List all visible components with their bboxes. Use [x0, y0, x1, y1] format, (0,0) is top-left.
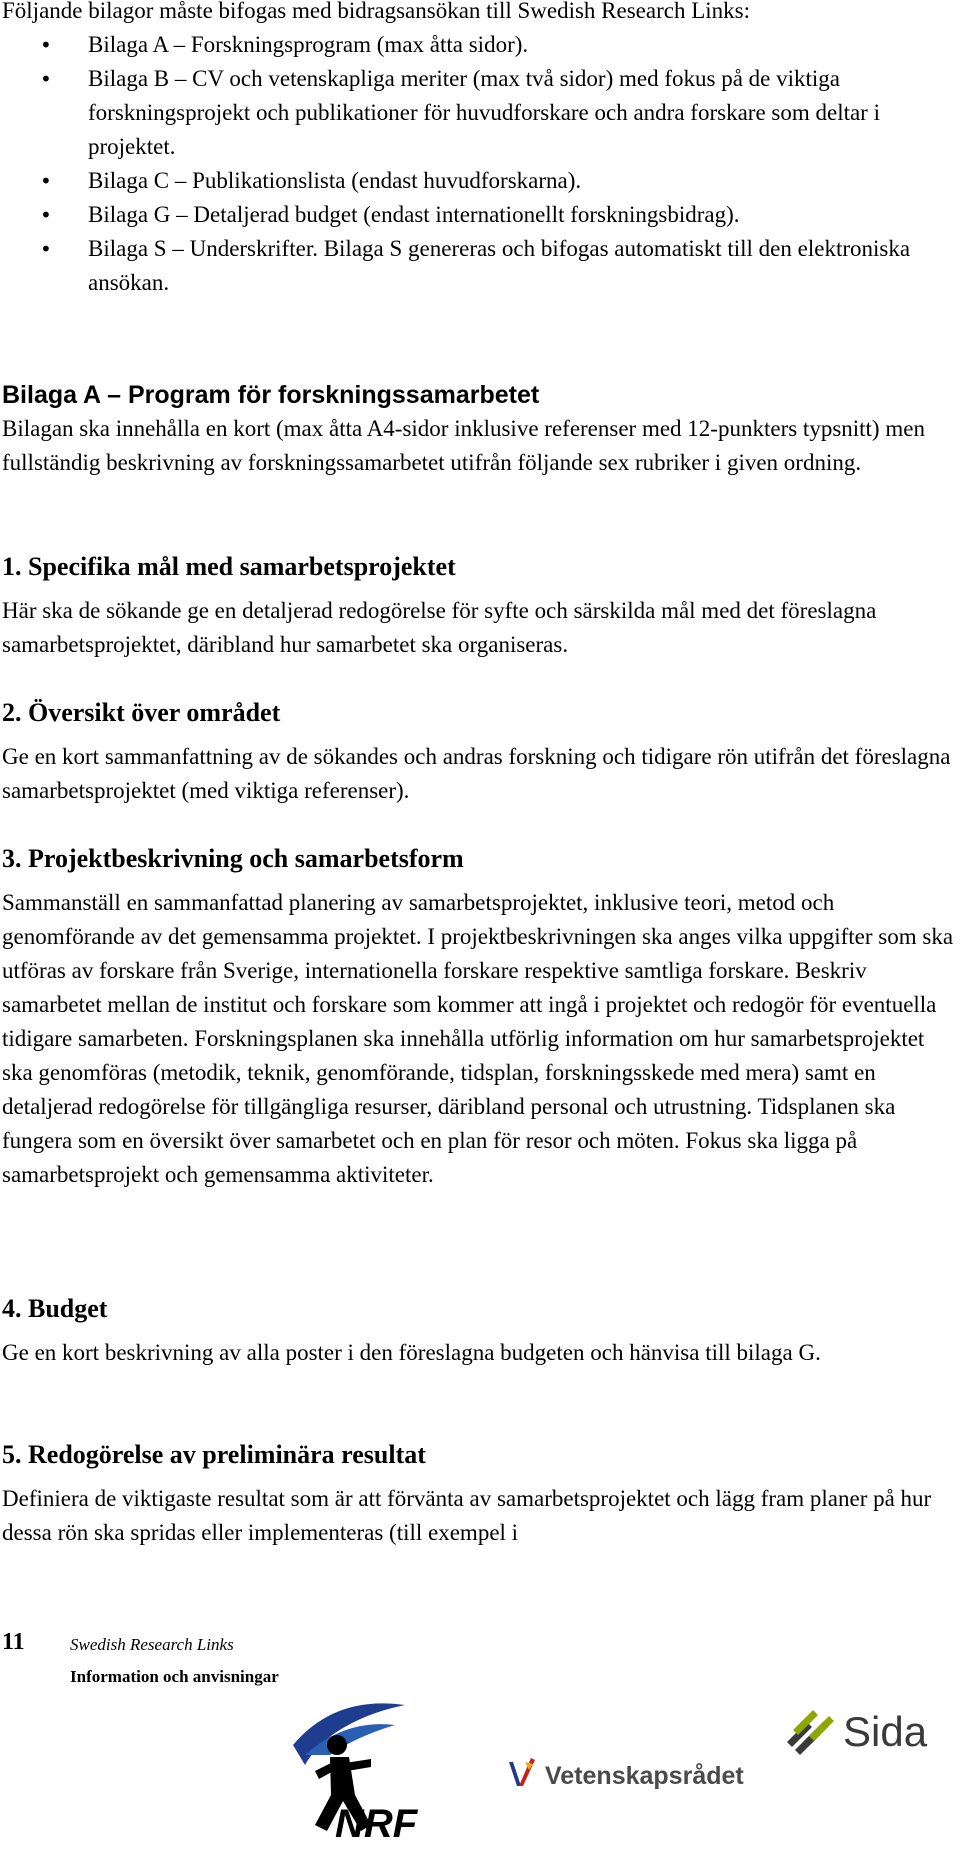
heading-4: 4. Budget: [2, 1294, 108, 1323]
paragraph-3: Sammanställ en sammanfattad planering av samarbetsprojektet, inklusive teori, metod och genomförande av det gemensamma projektet. I projektbeskrivningen ska anges vilka uppgifter som ska utföras av forskare från Sverige, internationella forskare respektive samtliga forskare. Beskriv samarbetet mellan de institut och forskare som kommer att ingå i projektet och redogör för eventuella tidigare samarbeten. Forskningsplanen ska innehålla utförlig information om hur samarbetsprojektet ska genomföras (metodik, teknik, genomförande, tidsplan, forskningsskede med mera) samt en detaljerad redogörelse för tillgängliga resurser, däribland personal och utrustning. Tidsplanen ska fungera som en översikt över samarbetet och en plan för resor och möten. Fokus ska ligga på samarbetsprojekt och gemensamma aktiviteter.: [2, 890, 954, 1187]
attachment-list: [40, 28, 955, 300]
list-item: • Bilaga B – CV och vetenskapliga meriter (max två sidor) med fokus på de viktiga forskningsprojekt och publikationer för huvudforskare och andra forskare som deltar i projektet.: [40, 62, 955, 164]
svg-text:NRF: NRF: [335, 1802, 418, 1843]
section-a-body: Bilagan ska innehålla en kort (max åtta A4-sidor inklusive referenser med 12-punkters typsnitt) men fullständig beskrivning av forskningssamarbetet utifrån följande sex rubriker i given ordning.: [2, 416, 925, 475]
bullet-icon: [40, 28, 88, 62]
sida-logo: [785, 1700, 957, 1762]
svg-text:Sida: Sida: [843, 1708, 928, 1755]
bullet-icon: [40, 164, 88, 198]
footer-subtitle: Information och anvisningar: [70, 1667, 279, 1686]
sida-emblem-icon: [785, 1700, 957, 1762]
bullet-icon: [40, 62, 88, 96]
list-item: • Bilaga G – Detaljerad budget (endast internationellt forskningsbidrag).: [40, 198, 955, 232]
section-a-title: Bilaga A – Program för forskningssamarbetet: [2, 381, 540, 409]
list-item: • Bilaga C – Publikationslista (endast huvudforskarna).: [40, 164, 955, 198]
paragraph-1: Här ska de sökande ge en detaljerad redogörelse för syfte och särskilda mål med det föreslagna samarbetsprojektet, däribland hur samarbetet ska organiseras.: [2, 598, 877, 657]
heading-1: 1. Specifika mål med samarbetsprojektet: [2, 552, 456, 581]
nrf-emblem-icon: [275, 1685, 425, 1843]
list-item: • Bilaga A – Forskningsprogram (max åtta sidor).: [40, 28, 955, 62]
bullet-icon: [40, 232, 88, 266]
heading-3: 3. Projektbeskrivning och samarbetsform: [2, 844, 464, 873]
vetenskapsradet-emblem-icon: [505, 1752, 755, 1796]
svg-text:Vetenskapsrådet: Vetenskapsrådet: [545, 1762, 744, 1790]
paragraph-4: Ge en kort beskrivning av alla poster i den föreslagna budgeten och hänvisa till bilaga G.: [2, 1340, 821, 1365]
paragraph-5: Definiera de viktigaste resultat som är att förvänta av samarbetsprojektet och lägg fram planer på hur dessa rön ska spridas eller implementeras (till exempel i: [2, 1486, 932, 1545]
paragraph-2: Ge en kort sammanfattning av de sökandes och andras forskning och tidigare rön utifrån det föreslagna samarbetsprojektet (med viktiga referenser).: [2, 744, 951, 803]
bullet-icon: [40, 198, 88, 232]
intro-text: Följande bilagor måste bifogas med bidragsansökan till Swedish Research Links:: [2, 0, 750, 23]
nrf-logo: [275, 1685, 425, 1843]
vetenskapsradet-logo: [505, 1752, 755, 1796]
list-item: • Bilaga S – Underskrifter. Bilaga S genereras och bifogas automatiskt till den elektroniska ansökan.: [40, 232, 955, 300]
heading-5: 5. Redogörelse av preliminära resultat: [2, 1440, 426, 1469]
page-number: 11: [2, 1629, 25, 1655]
heading-2: 2. Översikt över området: [2, 698, 281, 727]
footer-org: Swedish Research Links: [70, 1635, 234, 1654]
